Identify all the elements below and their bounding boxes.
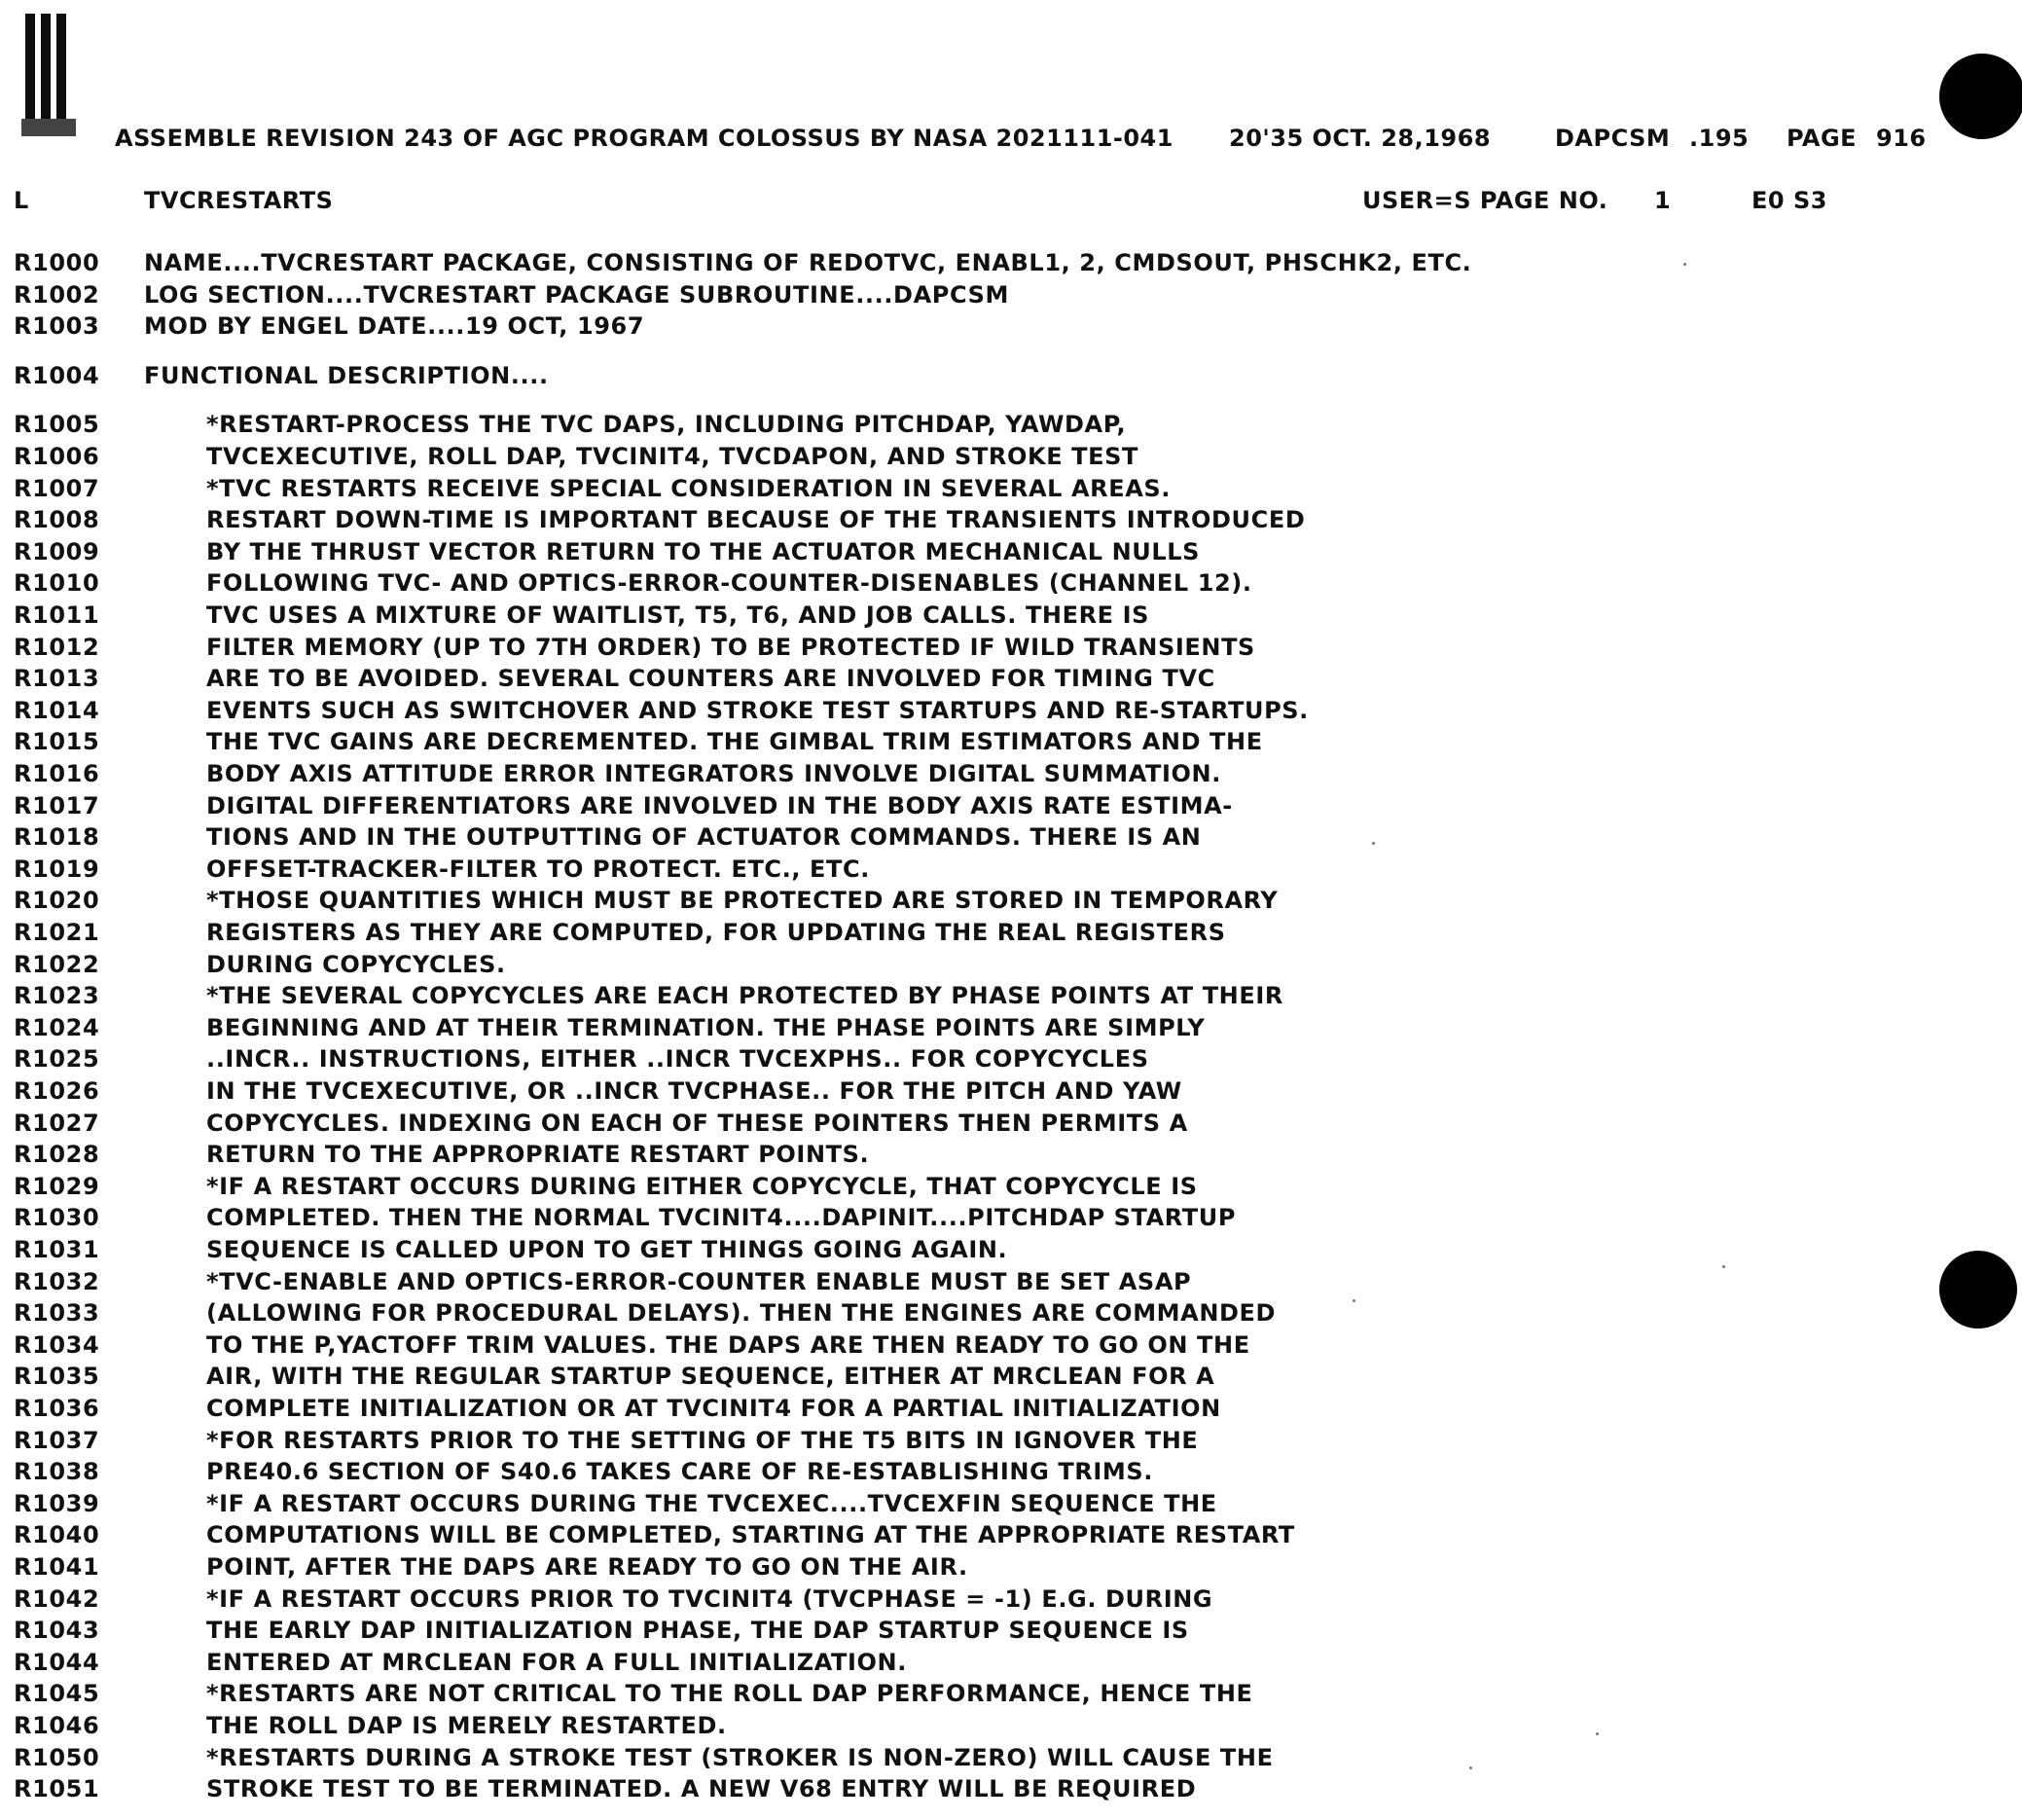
line-text: *TVC-ENABLE AND OPTICS-ERROR-COUNTER ENABLE MUST BE SET ASAP bbox=[206, 1267, 1192, 1295]
line-text: *IF A RESTART OCCURS DURING EITHER COPYCYCLE, THAT COPYCYCLE IS bbox=[206, 1172, 1198, 1200]
line-text: DURING COPYCYCLES. bbox=[206, 950, 506, 978]
line-number: R1023 bbox=[14, 982, 100, 1010]
line-text: COPYCYCLES. INDEXING ON EACH OF THESE POINTERS THEN PERMITS A bbox=[206, 1109, 1188, 1137]
line-number: R1004 bbox=[14, 361, 100, 389]
line-text: BEGINNING AND AT THEIR TERMINATION. THE PHASE POINTS ARE SIMPLY bbox=[206, 1013, 1206, 1041]
scan-speck bbox=[1469, 1766, 1472, 1769]
line-text: IN THE TVCEXECUTIVE, OR ..INCR TVCPHASE.. FOR THE PITCH AND YAW bbox=[206, 1077, 1182, 1105]
line-text: THE TVC GAINS ARE DECREMENTED. THE GIMBAL TRIM ESTIMATORS AND THE bbox=[206, 728, 1263, 756]
line-number: R1010 bbox=[14, 569, 100, 598]
line-text: *RESTARTS DURING A STROKE TEST (STROKER IS NON-ZERO) WILL CAUSE THE bbox=[206, 1743, 1274, 1771]
line-text: ..INCR.. INSTRUCTIONS, EITHER ..INCR TVCEXPHS.. FOR COPYCYCLES bbox=[206, 1045, 1149, 1074]
line-text: *FOR RESTARTS PRIOR TO THE SETTING OF THE T5 BITS IN IGNOVER THE bbox=[206, 1426, 1199, 1454]
line-number: R1024 bbox=[14, 1013, 100, 1041]
line-text: EVENTS SUCH AS SWITCHOVER AND STROKE TEST STARTUPS AND RE-STARTUPS. bbox=[206, 696, 1309, 724]
line-number: R1031 bbox=[14, 1236, 100, 1263]
line-text: DIGITAL DIFFERENTIATORS ARE INVOLVED IN THE BODY AXIS RATE ESTIMA- bbox=[206, 791, 1233, 819]
line-number: R1034 bbox=[14, 1330, 100, 1359]
line-number: R1013 bbox=[14, 665, 100, 693]
line-number: R1005 bbox=[14, 411, 100, 439]
line-number: R1046 bbox=[14, 1712, 100, 1739]
line-number: R1014 bbox=[14, 696, 100, 724]
line-text: *IF A RESTART OCCURS DURING THE TVCEXEC....TVCEXFIN SEQUENCE THE bbox=[206, 1489, 1217, 1517]
subheader-title: TVCRESTARTS bbox=[144, 187, 334, 214]
line-text: BODY AXIS ATTITUDE ERROR INTEGRATORS INVOLVE DIGITAL SUMMATION. bbox=[206, 760, 1221, 787]
line-text: FOLLOWING TVC- AND OPTICS-ERROR-COUNTER-DISENABLES (CHANNEL 12). bbox=[206, 569, 1252, 598]
scan-speck bbox=[1596, 1732, 1599, 1735]
line-text: MOD BY ENGEL DATE....19 OCT, 1967 bbox=[144, 312, 645, 341]
line-number: R1018 bbox=[14, 823, 100, 852]
line-number: R1019 bbox=[14, 855, 100, 883]
line-number: R1006 bbox=[14, 443, 100, 470]
line-text: REGISTERS AS THEY ARE COMPUTED, FOR UPDATING THE REAL REGISTERS bbox=[206, 919, 1226, 946]
scan-speck bbox=[1683, 263, 1686, 266]
line-text: COMPLETED. THEN THE NORMAL TVCINIT4....DAPINIT....PITCHDAP STARTUP bbox=[206, 1204, 1237, 1232]
header-version: .195 bbox=[1689, 125, 1750, 152]
header-page-label: PAGE bbox=[1787, 125, 1858, 152]
line-number: R1021 bbox=[14, 919, 100, 946]
line-number: R1008 bbox=[14, 506, 100, 534]
line-text: RESTART DOWN-TIME IS IMPORTANT BECAUSE OF THE TRANSIENTS INTRODUCED bbox=[206, 506, 1306, 534]
listing-subheader bbox=[0, 187, 2022, 222]
header-section: DAPCSM bbox=[1555, 125, 1671, 152]
line-text: PRE40.6 SECTION OF S40.6 TAKES CARE OF RE-ESTABLISHING TRIMS. bbox=[206, 1458, 1153, 1486]
line-number: R1043 bbox=[14, 1617, 100, 1645]
line-number: R1040 bbox=[14, 1521, 100, 1549]
line-number: R1026 bbox=[14, 1077, 100, 1105]
header-assembly-info: ASSEMBLE REVISION 243 OF AGC PROGRAM COLOSSUS BY NASA 2021111-041 bbox=[115, 125, 1173, 152]
line-number: R1012 bbox=[14, 633, 100, 661]
line-number: R1045 bbox=[14, 1680, 100, 1708]
line-number: R1002 bbox=[14, 280, 100, 309]
line-text: AIR, WITH THE REGULAR STARTUP SEQUENCE, EITHER AT MRCLEAN FOR A bbox=[206, 1363, 1215, 1391]
header-date: 20'35 OCT. 28,1968 bbox=[1229, 125, 1492, 152]
line-number: R1036 bbox=[14, 1395, 100, 1422]
header-page-number: 916 bbox=[1876, 125, 1927, 152]
scan-speck bbox=[1353, 1299, 1355, 1302]
line-number: R1037 bbox=[14, 1426, 100, 1454]
line-text: THE EARLY DAP INITIALIZATION PHASE, THE DAP STARTUP SEQUENCE IS bbox=[206, 1617, 1189, 1645]
line-number: R1029 bbox=[14, 1172, 100, 1200]
line-text: FILTER MEMORY (UP TO 7TH ORDER) TO BE PROTECTED IF WILD TRANSIENTS bbox=[206, 633, 1255, 661]
punch-hole-middle-icon bbox=[1939, 1251, 2017, 1329]
line-number: R1038 bbox=[14, 1458, 100, 1486]
line-text: LOG SECTION....TVCRESTART PACKAGE SUBROUTINE....DAPCSM bbox=[144, 280, 1009, 309]
line-number: R1025 bbox=[14, 1045, 100, 1074]
line-text: TVCEXECUTIVE, ROLL DAP, TVCINIT4, TVCDAPON, AND STROKE TEST bbox=[206, 443, 1138, 470]
line-text: *IF A RESTART OCCURS PRIOR TO TVCINIT4 (TVCPHASE = -1) E.G. DURING bbox=[206, 1584, 1213, 1613]
line-text: *RESTARTS ARE NOT CRITICAL TO THE ROLL DAP PERFORMANCE, HENCE THE bbox=[206, 1680, 1253, 1708]
line-number: R1032 bbox=[14, 1267, 100, 1295]
line-text: TVC USES A MIXTURE OF WAITLIST, T5, T6, AND JOB CALLS. THERE IS bbox=[206, 601, 1150, 629]
line-text: RETURN TO THE APPROPRIATE RESTART POINTS. bbox=[206, 1141, 870, 1169]
line-text: STROKE TEST TO BE TERMINATED. A NEW V68 ENTRY WILL BE REQUIRED bbox=[206, 1775, 1197, 1803]
line-text: POINT, AFTER THE DAPS ARE READY TO GO ON THE AIR. bbox=[206, 1553, 968, 1581]
line-number: R1016 bbox=[14, 760, 100, 787]
line-number: R1028 bbox=[14, 1141, 100, 1169]
subheader-code: E0 S3 bbox=[1751, 187, 1827, 214]
line-number: R1030 bbox=[14, 1204, 100, 1232]
line-number: R1003 bbox=[14, 312, 100, 341]
line-text: BY THE THRUST VECTOR RETURN TO THE ACTUATOR MECHANICAL NULLS bbox=[206, 537, 1201, 565]
line-text: *THE SEVERAL COPYCYCLES ARE EACH PROTECTED BY PHASE POINTS AT THEIR bbox=[206, 982, 1283, 1010]
line-number: R1050 bbox=[14, 1743, 100, 1771]
line-text: FUNCTIONAL DESCRIPTION.... bbox=[144, 361, 549, 389]
line-text: SEQUENCE IS CALLED UPON TO GET THINGS GOING AGAIN. bbox=[206, 1236, 1008, 1263]
subheader-user-page: USER=S PAGE NO. bbox=[1362, 187, 1608, 214]
line-text: *TVC RESTARTS RECEIVE SPECIAL CONSIDERATION IN SEVERAL AREAS. bbox=[206, 474, 1172, 502]
line-text: TO THE P,YACTOFF TRIM VALUES. THE DAPS ARE THEN READY TO GO ON THE bbox=[206, 1330, 1250, 1359]
line-number: R1033 bbox=[14, 1299, 100, 1328]
line-number: R1044 bbox=[14, 1648, 100, 1676]
line-text: THE ROLL DAP IS MERELY RESTARTED. bbox=[206, 1712, 727, 1739]
line-number: R1009 bbox=[14, 537, 100, 565]
line-number: R1000 bbox=[14, 249, 100, 276]
line-text: ARE TO BE AVOIDED. SEVERAL COUNTERS ARE INVOLVED FOR TIMING TVC bbox=[206, 665, 1215, 693]
line-text: ENTERED AT MRCLEAN FOR A FULL INITIALIZATION. bbox=[206, 1648, 907, 1676]
subheader-user-page-number: 1 bbox=[1654, 187, 1672, 214]
line-number: R1022 bbox=[14, 950, 100, 978]
scan-speck bbox=[1722, 1265, 1725, 1268]
line-number: R1015 bbox=[14, 728, 100, 756]
line-number: R1027 bbox=[14, 1109, 100, 1137]
line-number: R1020 bbox=[14, 887, 100, 915]
binder-clip-icon bbox=[21, 14, 78, 138]
line-number: R1017 bbox=[14, 791, 100, 819]
listing-header bbox=[115, 119, 1964, 158]
line-text: *THOSE QUANTITIES WHICH MUST BE PROTECTED ARE STORED IN TEMPORARY bbox=[206, 887, 1279, 915]
line-text: *RESTART-PROCESS THE TVC DAPS, INCLUDING PITCHDAP, YAWDAP, bbox=[206, 411, 1127, 439]
line-text: NAME....TVCRESTART PACKAGE, CONSISTING OF REDOTVC, ENABL1, 2, CMDSOUT, PHSCHK2, ETC. bbox=[144, 249, 1472, 276]
line-text: COMPLETE INITIALIZATION OR AT TVCINIT4 FOR A PARTIAL INITIALIZATION bbox=[206, 1395, 1221, 1422]
subheader-marker: L bbox=[14, 187, 29, 214]
line-number: R1035 bbox=[14, 1363, 100, 1391]
line-text: COMPUTATIONS WILL BE COMPLETED, STARTING AT THE APPROPRIATE RESTART bbox=[206, 1521, 1295, 1549]
line-number: R1051 bbox=[14, 1775, 100, 1803]
line-number: R1039 bbox=[14, 1489, 100, 1517]
line-text: (ALLOWING FOR PROCEDURAL DELAYS). THEN THE ENGINES ARE COMMANDED bbox=[206, 1299, 1277, 1328]
line-number: R1007 bbox=[14, 474, 100, 502]
line-number: R1041 bbox=[14, 1553, 100, 1581]
line-text: OFFSET-TRACKER-FILTER TO PROTECT. ETC., ETC. bbox=[206, 855, 870, 883]
line-number: R1042 bbox=[14, 1584, 100, 1613]
scan-speck bbox=[1372, 842, 1375, 845]
line-number: R1011 bbox=[14, 601, 100, 629]
line-text: TIONS AND IN THE OUTPUTTING OF ACTUATOR COMMANDS. THERE IS AN bbox=[206, 823, 1202, 852]
